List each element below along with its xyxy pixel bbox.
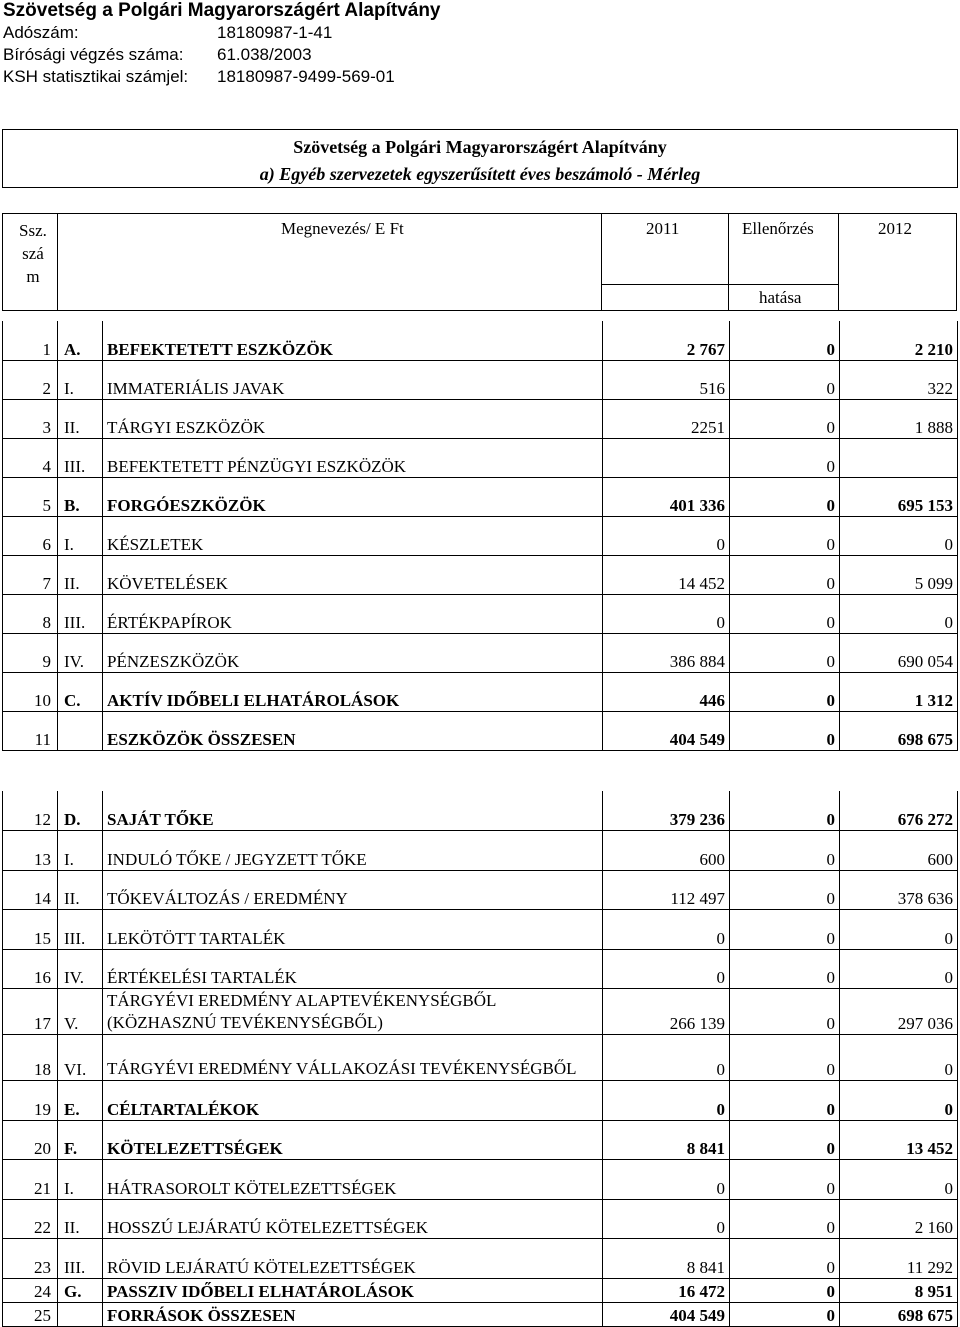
row-value-2012: 0 <box>840 910 958 950</box>
row-value-2012: 600 <box>840 831 958 871</box>
table-row <box>3 910 958 950</box>
column-ssz-line1: Ssz. <box>19 221 47 240</box>
row-check: 0 <box>730 360 840 399</box>
row-code: I. <box>58 360 103 399</box>
row-check: 0 <box>730 399 840 438</box>
table-row <box>3 989 958 1035</box>
row-name: INDULÓ TŐKE / JEGYZETT TŐKE <box>103 831 603 871</box>
assets-table <box>2 321 958 751</box>
row-number: 10 <box>3 672 58 711</box>
row-value-2012: 378 636 <box>840 870 958 910</box>
row-number: 16 <box>3 949 58 989</box>
row-number: 15 <box>3 910 58 950</box>
report-title: Szövetség a Polgári Magyarországért Alapítvány <box>293 137 667 157</box>
column-ssz-line3: m <box>26 267 40 286</box>
row-number: 5 <box>3 477 58 516</box>
row-value-2011: 14 452 <box>603 555 730 594</box>
row-value-2012: 322 <box>840 360 958 399</box>
field-value: 18180987-1-41 <box>217 23 333 42</box>
row-code: G. <box>58 1278 103 1302</box>
table-row <box>3 555 958 594</box>
field-label: Adószám: <box>3 23 79 42</box>
row-value-2011: 516 <box>603 360 730 399</box>
row-check: 0 <box>730 910 840 950</box>
row-name: CÉLTARTALÉKOK <box>103 1081 603 1121</box>
table-row <box>3 1278 958 1302</box>
table-row <box>3 399 958 438</box>
row-value-2011: 404 549 <box>603 711 730 750</box>
row-value-2011: 0 <box>603 516 730 555</box>
field-value: 18180987-9499-569-01 <box>217 67 395 86</box>
row-value-2011 <box>603 438 730 477</box>
row-check: 0 <box>730 1239 840 1279</box>
row-number: 25 <box>3 1302 58 1326</box>
row-code: III. <box>58 1239 103 1279</box>
row-check: 0 <box>730 870 840 910</box>
field-value: 61.038/2003 <box>217 45 312 64</box>
row-name: TŐKEVÁLTOZÁS / EREDMÉNY <box>103 870 603 910</box>
row-code: III. <box>58 438 103 477</box>
table-row <box>3 831 958 871</box>
row-check: 0 <box>730 1120 840 1160</box>
row-check: 0 <box>730 672 840 711</box>
row-value-2012: 1 888 <box>840 399 958 438</box>
table-row <box>3 1035 958 1081</box>
row-number: 20 <box>3 1120 58 1160</box>
row-check: 0 <box>730 1081 840 1121</box>
row-value-2012: 698 675 <box>840 711 958 750</box>
field-label: Bírósági végzés száma: <box>3 45 184 64</box>
column-check: Ellenőrzés <box>742 219 814 238</box>
row-value-2012: 13 452 <box>840 1120 958 1160</box>
table-row <box>3 1302 958 1326</box>
row-number: 17 <box>3 989 58 1035</box>
row-check: 0 <box>730 791 840 831</box>
row-name: TÁRGYI ESZKÖZÖK <box>103 399 603 438</box>
row-value-2011: 404 549 <box>603 1302 730 1326</box>
table-row <box>3 477 958 516</box>
row-number: 22 <box>3 1199 58 1239</box>
row-value-2012: 2 210 <box>840 321 958 360</box>
row-number: 9 <box>3 633 58 672</box>
row-name: HOSSZÚ LEJÁRATÚ KÖTELEZETTSÉGEK <box>103 1199 603 1239</box>
row-name: IMMATERIÁLIS JAVAK <box>103 360 603 399</box>
row-value-2012: 1 312 <box>840 672 958 711</box>
row-number: 14 <box>3 870 58 910</box>
row-check: 0 <box>730 949 840 989</box>
row-number: 18 <box>3 1035 58 1081</box>
row-value-2011: 112 497 <box>603 870 730 910</box>
row-code: II. <box>58 399 103 438</box>
row-value-2012: 698 675 <box>840 1302 958 1326</box>
row-name: ESZKÖZÖK ÖSSZESEN <box>103 711 603 750</box>
row-value-2012: 676 272 <box>840 791 958 831</box>
row-name: LEKÖTÖTT TARTALÉK <box>103 910 603 950</box>
row-number: 21 <box>3 1160 58 1200</box>
row-code: II. <box>58 555 103 594</box>
row-value-2011: 0 <box>603 1160 730 1200</box>
row-number: 23 <box>3 1239 58 1279</box>
row-value-2012: 695 153 <box>840 477 958 516</box>
row-check: 0 <box>730 516 840 555</box>
row-name: SAJÁT TŐKE <box>103 791 603 831</box>
row-value-2011: 0 <box>603 910 730 950</box>
table-row <box>3 711 958 750</box>
row-value-2012: 690 054 <box>840 633 958 672</box>
row-value-2012: 0 <box>840 949 958 989</box>
row-name: KÖTELEZETTSÉGEK <box>103 1120 603 1160</box>
row-value-2012: 0 <box>840 516 958 555</box>
table-row <box>3 321 958 360</box>
table-row <box>3 516 958 555</box>
row-value-2012: 0 <box>840 1081 958 1121</box>
table-row <box>3 1081 958 1121</box>
row-name: BEFEKTETETT PÉNZÜGYI ESZKÖZÖK <box>103 438 603 477</box>
column-name: Megnevezés/ E Ft <box>281 219 404 238</box>
row-value-2011: 2 767 <box>603 321 730 360</box>
column-2011: 2011 <box>646 219 680 238</box>
row-number: 24 <box>3 1278 58 1302</box>
row-code: IV. <box>58 633 103 672</box>
row-name: KÉSZLETEK <box>103 516 603 555</box>
row-name: BEFEKTETETT ESZKÖZÖK <box>103 321 603 360</box>
row-value-2011: 0 <box>603 1081 730 1121</box>
row-code: F. <box>58 1120 103 1160</box>
row-value-2011: 8 841 <box>603 1120 730 1160</box>
row-check: 0 <box>730 1278 840 1302</box>
row-check: 0 <box>730 1035 840 1081</box>
row-value-2011: 379 236 <box>603 791 730 831</box>
row-code: C. <box>58 672 103 711</box>
row-check: 0 <box>730 321 840 360</box>
row-number: 1 <box>3 321 58 360</box>
table-row <box>3 633 958 672</box>
table-row <box>3 791 958 831</box>
row-name: HÁTRASOROLT KÖTELEZETTSÉGEK <box>103 1160 603 1200</box>
row-value-2011: 446 <box>603 672 730 711</box>
row-value-2012: 5 099 <box>840 555 958 594</box>
row-code: A. <box>58 321 103 360</box>
field-label: KSH statisztikai számjel: <box>3 67 189 86</box>
column-2012: 2012 <box>878 219 912 238</box>
column-ssz-line2: szá <box>22 244 44 263</box>
row-number: 7 <box>3 555 58 594</box>
row-name: AKTÍV IDŐBELI ELHATÁROLÁSOK <box>103 672 603 711</box>
row-check: 0 <box>730 594 840 633</box>
row-check: 0 <box>730 711 840 750</box>
row-name: TÁRGYÉVI EREDMÉNY VÁLLAKOZÁSI TEVÉKENYSÉGBŐL <box>103 1035 603 1081</box>
row-number: 13 <box>3 831 58 871</box>
row-name: PASSZIV IDŐBELI ELHATÁROLÁSOK <box>103 1278 603 1302</box>
row-code: I. <box>58 1160 103 1200</box>
row-value-2011: 2251 <box>603 399 730 438</box>
table-row <box>3 438 958 477</box>
row-code: III. <box>58 910 103 950</box>
row-name: FORGÓESZKÖZÖK <box>103 477 603 516</box>
row-code <box>58 711 103 750</box>
row-code: II. <box>58 870 103 910</box>
row-code: VI. <box>58 1035 103 1081</box>
row-number: 6 <box>3 516 58 555</box>
row-check: 0 <box>730 1302 840 1326</box>
row-name: PÉNZESZKÖZÖK <box>103 633 603 672</box>
row-value-2011: 600 <box>603 831 730 871</box>
row-value-2011: 401 336 <box>603 477 730 516</box>
row-value-2012: 297 036 <box>840 989 958 1035</box>
table-row <box>3 870 958 910</box>
row-check: 0 <box>730 555 840 594</box>
row-number: 4 <box>3 438 58 477</box>
row-number: 11 <box>3 711 58 750</box>
row-code: D. <box>58 791 103 831</box>
row-code: III. <box>58 594 103 633</box>
row-number: 3 <box>3 399 58 438</box>
row-value-2012: 0 <box>840 594 958 633</box>
row-code: E. <box>58 1081 103 1121</box>
row-code <box>58 1302 103 1326</box>
row-name: ÉRTÉKPAPÍROK <box>103 594 603 633</box>
row-check: 0 <box>730 1160 840 1200</box>
row-value-2012: 0 <box>840 1160 958 1200</box>
row-value-2011: 266 139 <box>603 989 730 1035</box>
table-row <box>3 594 958 633</box>
row-value-2012: 11 292 <box>840 1239 958 1279</box>
table-row <box>3 360 958 399</box>
row-name: RÖVID LEJÁRATÚ KÖTELEZETTSÉGEK <box>103 1239 603 1279</box>
table-row <box>3 949 958 989</box>
row-check: 0 <box>730 989 840 1035</box>
row-check: 0 <box>730 438 840 477</box>
column-ssz <box>19 219 47 288</box>
table-row <box>3 1199 958 1239</box>
row-value-2012 <box>840 438 958 477</box>
row-value-2011: 0 <box>603 1199 730 1239</box>
table-row <box>3 1160 958 1200</box>
table-row <box>3 1239 958 1279</box>
row-number: 19 <box>3 1081 58 1121</box>
row-code: IV. <box>58 949 103 989</box>
row-check: 0 <box>730 633 840 672</box>
row-value-2011: 386 884 <box>603 633 730 672</box>
row-code: I. <box>58 831 103 871</box>
row-value-2012: 8 951 <box>840 1278 958 1302</box>
row-name: TÁRGYÉVI EREDMÉNY ALAPTEVÉKENYSÉGBŐL (KÖZHASZNÚ TEVÉKENYSÉGBŐL) <box>103 989 603 1035</box>
report-subtitle: a) Egyéb szervezetek egyszerűsített éves beszámoló - Mérleg <box>259 164 701 184</box>
liabilities-table <box>2 791 958 1327</box>
row-value-2011: 0 <box>603 1035 730 1081</box>
organization-name: Szövetség a Polgári Magyarországért Alapítvány <box>3 0 441 21</box>
table-row <box>3 672 958 711</box>
row-check: 0 <box>730 477 840 516</box>
row-name: FORRÁSOK ÖSSZESEN <box>103 1302 603 1326</box>
row-code: I. <box>58 516 103 555</box>
row-code: II. <box>58 1199 103 1239</box>
row-name: ÉRTÉKELÉSI TARTALÉK <box>103 949 603 989</box>
row-number: 8 <box>3 594 58 633</box>
row-number: 12 <box>3 791 58 831</box>
column-check-sub: hatása <box>759 288 802 307</box>
row-value-2011: 8 841 <box>603 1239 730 1279</box>
column-header <box>2 213 957 310</box>
row-value-2011: 0 <box>603 949 730 989</box>
row-check: 0 <box>730 831 840 871</box>
row-value-2012: 0 <box>840 1035 958 1081</box>
row-value-2011: 16 472 <box>603 1278 730 1302</box>
row-value-2011: 0 <box>603 594 730 633</box>
row-number: 2 <box>3 360 58 399</box>
row-name: KÖVETELÉSEK <box>103 555 603 594</box>
table-row <box>3 1120 958 1160</box>
row-code: V. <box>58 989 103 1035</box>
row-code: B. <box>58 477 103 516</box>
row-value-2012: 2 160 <box>840 1199 958 1239</box>
row-check: 0 <box>730 1199 840 1239</box>
